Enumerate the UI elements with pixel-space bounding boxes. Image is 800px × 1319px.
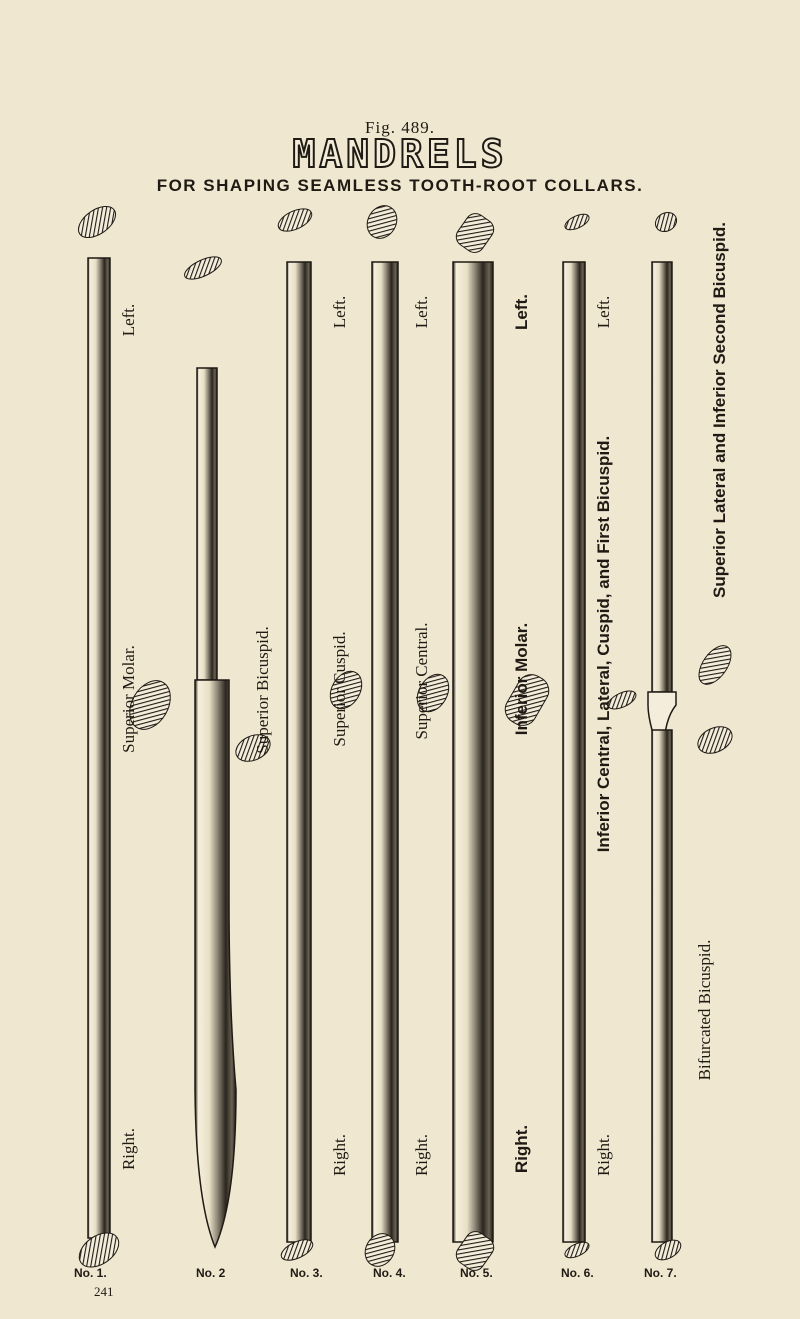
- mandrel-6-type-label: Inferior Central, Lateral, Cuspid, and First Bicuspid.: [594, 435, 613, 853]
- mandrel-2-number: No. 2: [196, 1266, 226, 1280]
- mandrel-1-number: No. 1.: [74, 1266, 107, 1280]
- mandrel-4-right-label: Right.: [412, 1133, 431, 1177]
- mandrel-4: [359, 200, 455, 1271]
- page-number: 241: [94, 1284, 114, 1299]
- mandrel-2-top-section-icon: [181, 252, 224, 283]
- mandrel-6-left-label: Left.: [594, 295, 613, 329]
- figure-number: Fig. 489.: [365, 118, 435, 137]
- mandrel-3-type-label: Superior Cuspid.: [330, 631, 349, 747]
- page-title: MANDRELS: [292, 132, 508, 176]
- mandrel-5: [452, 210, 553, 1275]
- mandrel-1-rod: [88, 258, 110, 1238]
- mandrel-3-number: No. 3.: [290, 1266, 323, 1280]
- mandrel-7-lower-label: Bifurcated Bicuspid.: [695, 939, 714, 1081]
- subtitle: FOR SHAPING SEAMLESS TOOTH-ROOT COLLARS.: [156, 176, 644, 195]
- mandrel-5-top-section-icon: [452, 210, 497, 257]
- mandrel-7-lower-middle-section-icon: [694, 722, 737, 759]
- mandrel-2-shaped-tip: [195, 680, 236, 1247]
- mandrel-4-type-label: Superior Central.: [412, 622, 431, 740]
- mandrel-1-type-label: Superior Molar.: [119, 645, 138, 753]
- mandrel-7-upper-middle-section-icon: [693, 640, 738, 690]
- mandrel-4-top-section-icon: [361, 200, 402, 243]
- mandrel-5-right-label: Right.: [512, 1124, 531, 1174]
- mandrel-6-number: No. 6.: [561, 1266, 594, 1280]
- mandrel-6-top-section-icon: [563, 211, 592, 233]
- mandrel-5-left-label: Left.: [512, 294, 531, 330]
- mandrel-3: [275, 204, 368, 1264]
- mandrel-7-lower-rod: [652, 730, 672, 1242]
- mandrel-3-left-label: Left.: [330, 295, 349, 329]
- mandrel-1-left-label: Left.: [119, 303, 138, 337]
- mandrel-1-top-section-icon: [73, 200, 121, 244]
- mandrel-5-type-label: Inferior Molar.: [512, 622, 531, 736]
- mandrel-7-upper-rod: [652, 262, 672, 692]
- mandrel-3-rod: [287, 262, 311, 1242]
- mandrel-2-type-label: Superior Bicuspid.: [253, 626, 272, 754]
- mandrel-1-right-label: Right.: [119, 1127, 138, 1171]
- mandrel-7-upper-label: Superior Lateral and Inferior Second Bicuspid.: [710, 222, 729, 598]
- mandrel-6-rod: [563, 262, 585, 1242]
- mandrel-2-rod: [197, 368, 217, 680]
- mandrel-3-top-section-icon: [275, 204, 315, 236]
- mandrel-4-rod: [372, 262, 398, 1242]
- mandrel-4-left-label: Left.: [412, 295, 431, 329]
- mandrel-7-number: No. 7.: [644, 1266, 677, 1280]
- mandrel-5-number: No. 5.: [460, 1266, 493, 1280]
- mandrel-4-number: No. 4.: [373, 1266, 406, 1280]
- mandrel-7-top-section-icon: [652, 209, 680, 236]
- mandrel-6-right-label: Right.: [594, 1133, 613, 1177]
- mandrel-5-rod: [453, 262, 493, 1242]
- mandrel-3-right-label: Right.: [330, 1133, 349, 1177]
